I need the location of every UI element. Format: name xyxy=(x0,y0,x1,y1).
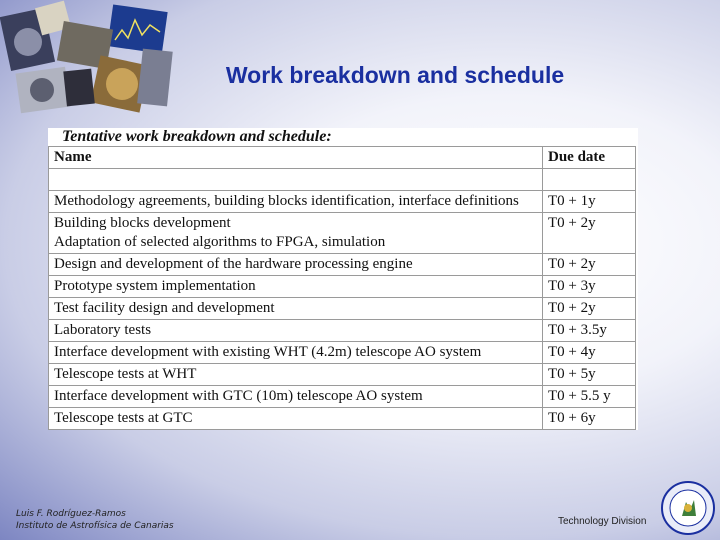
task-due: T0 + 3.5y xyxy=(543,320,636,342)
table-row xyxy=(49,364,636,386)
task-due: T0 + 4y xyxy=(543,342,636,364)
task-due: T0 + 2y xyxy=(543,298,636,320)
table-row xyxy=(49,213,636,254)
table-caption: Tentative work breakdown and schedule: xyxy=(62,128,332,145)
footer-division: Technology Division xyxy=(558,516,647,527)
slide-title: Work breakdown and schedule xyxy=(225,62,565,88)
header-due-date: Due date xyxy=(543,147,636,169)
task-name: Telescope tests at WHT xyxy=(49,364,543,386)
footer-author-block xyxy=(16,508,174,532)
table-row xyxy=(49,320,636,342)
task-due: T0 + 6y xyxy=(543,408,636,430)
task-name: Laboratory tests xyxy=(49,320,543,342)
schedule-table xyxy=(48,146,636,430)
footer-author: Luis F. Rodríguez-Ramos xyxy=(16,509,126,519)
footer-institute: Instituto de Astrofísica de Canarias xyxy=(16,521,174,531)
task-name: Prototype system implementation xyxy=(49,276,543,298)
task-name: Methodology agreements, building blocks identification, interface definitions xyxy=(49,191,543,213)
task-due: T0 + 2y xyxy=(543,254,636,276)
task-name: Design and development of the hardware processing engine xyxy=(49,254,543,276)
table-row xyxy=(49,298,636,320)
task-name: Building blocks development Adaptation of selected algorithms to FPGA, simulation xyxy=(49,213,543,254)
table-row xyxy=(49,254,636,276)
table-row xyxy=(49,386,636,408)
task-due: T0 + 1y xyxy=(543,191,636,213)
task-name: Interface development with existing WHT (4.2m) telescope AO system xyxy=(49,342,543,364)
task-name: Test facility design and development xyxy=(49,298,543,320)
table-row xyxy=(49,342,636,364)
header-name: Name xyxy=(49,147,543,169)
table-row xyxy=(49,276,636,298)
task-name: Interface development with GTC (10m) telescope AO system xyxy=(49,386,543,408)
table-row xyxy=(49,191,636,213)
telescope-collage-image xyxy=(0,0,175,125)
task-name: Telescope tests at GTC xyxy=(49,408,543,430)
table-spacer-row xyxy=(49,169,636,191)
task-due: T0 + 2y xyxy=(543,213,636,254)
task-due: T0 + 5y xyxy=(543,364,636,386)
schedule-table-block xyxy=(48,128,638,430)
table-row xyxy=(49,408,636,430)
task-due: T0 + 3y xyxy=(543,276,636,298)
institute-seal-logo xyxy=(660,480,716,536)
task-due: T0 + 5.5 y xyxy=(543,386,636,408)
table-header-row xyxy=(49,147,636,169)
